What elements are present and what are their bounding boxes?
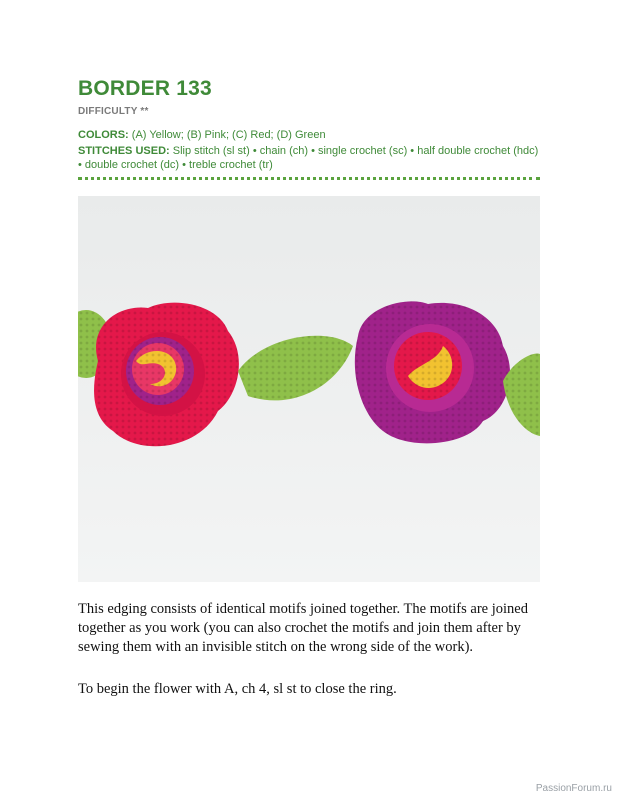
- colors-value: (A) Yellow; (B) Pink; (C) Red; (D) Green: [131, 129, 326, 141]
- stitches-line: [78, 144, 540, 172]
- intro-paragraph: This edging consists of identical motifs joined together. The motifs are joined together as you work (you can also crochet the motifs and join them after by sewing them with an invisible stitch on the wrong side of the work).: [78, 601, 528, 655]
- crochet-border-photo: [78, 196, 540, 582]
- instruction-paragraph: To begin the flower with A, ch 4, sl st to close the ring.: [78, 681, 397, 697]
- site-watermark: PassionForum.ru: [535, 783, 612, 794]
- page-title: BORDER 133: [78, 77, 212, 100]
- section-divider: [78, 177, 540, 180]
- colors-line: [78, 128, 326, 142]
- difficulty-rating: DIFFICULTY **: [78, 106, 149, 117]
- colors-label: COLORS:: [78, 129, 129, 141]
- stitches-value: Slip stitch (sl st) • chain (ch) • single crochet (sc) • half double crochet (hdc) • double crochet (dc) • treble crochet (tr): [78, 145, 539, 171]
- stitches-label: STITCHES USED:: [78, 145, 170, 157]
